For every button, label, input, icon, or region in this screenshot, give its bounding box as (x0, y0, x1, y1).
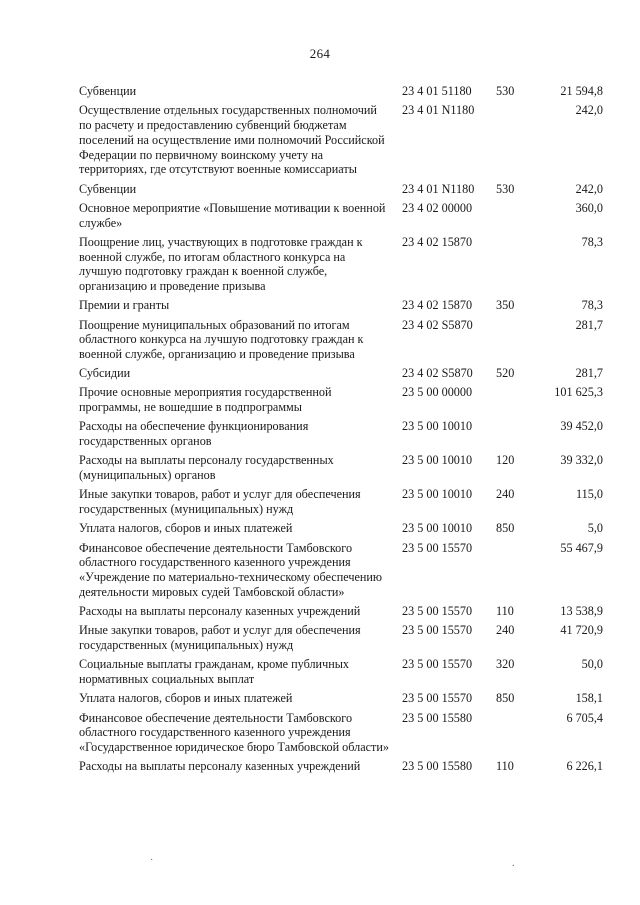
table-row (79, 235, 603, 294)
row-sum: 242,0 (575, 181, 603, 196)
row-sum: 55 467,9 (560, 540, 603, 555)
row-name: Субвенции (79, 84, 137, 98)
row-sum: 78,3 (581, 234, 603, 249)
table-row (79, 385, 603, 415)
table-row (79, 657, 603, 687)
row-name: Субсидии (79, 366, 131, 381)
row-name: Уплата налогов, сборов и иных платежей (79, 691, 293, 706)
row-sum: 281,7 (575, 366, 603, 381)
row-name: Иные закупки товаров, работ и услуг для обеспечения государственных (муниципальных) нужд (79, 623, 361, 653)
row-name: Уплата налогов, сборов и иных платежей (79, 521, 293, 536)
row-sum: 6 705,4 (566, 710, 603, 725)
row-type: 240 (496, 487, 515, 502)
row-sum: 6 226,1 (566, 759, 603, 774)
row-code: 23 5 00 15570 (402, 604, 473, 619)
row-type: 850 (496, 691, 515, 706)
row-type: 120 (496, 453, 515, 468)
budget-table (79, 84, 603, 778)
table-row (79, 366, 603, 381)
row-code: 23 5 00 10010 (402, 419, 473, 434)
table-row (79, 487, 603, 517)
row-sum: 158,1 (575, 691, 603, 706)
row-type: 320 (496, 657, 515, 672)
row-sum: 50,0 (581, 657, 603, 672)
scan-speck: . (512, 858, 515, 869)
row-code: 23 4 02 00000 (402, 200, 473, 215)
row-sum: 281,7 (575, 317, 603, 332)
row-type: 520 (496, 366, 515, 381)
row-sum: 21 594,8 (560, 84, 603, 98)
row-name: Иные закупки товаров, работ и услуг для обеспечения государственных (муниципальных) нужд (79, 487, 361, 517)
row-sum: 101 625,3 (554, 385, 603, 400)
row-name: Расходы на выплаты персоналу казенных учреждений (79, 604, 361, 619)
row-code: 23 5 00 15580 (402, 710, 473, 725)
table-row (79, 318, 603, 362)
row-sum: 115,0 (576, 487, 603, 502)
row-name: Прочие основные мероприятия государственной программы, не вошедшие в подпрограммы (79, 385, 332, 415)
row-type: 530 (496, 84, 515, 98)
table-row (79, 84, 603, 99)
table-row (79, 453, 603, 483)
table-row (79, 103, 603, 177)
row-name: Финансовое обеспечение деятельности Тамбовского областного государственного казенного учреждения «Учреждение по материально-техническому обеспечению деятельности мировых судей Тамбовской области» (79, 540, 383, 599)
row-name: Поощрение муниципальных образований по итогам областного конкурса на лучшую подготовку граждан к военной службе, организацию и проведение призыва (79, 317, 364, 362)
row-name: Поощрение лиц, участвующих в подготовке граждан к военной службе, по итогам областного конкурса на лучшую подготовку граждан к военной службе, организацию и проведение призыва (79, 234, 363, 294)
row-type: 240 (496, 623, 515, 638)
row-code: 23 5 00 10010 (402, 521, 473, 536)
table-row (79, 419, 603, 449)
row-name: Расходы на обеспечение функционирования государственных органов (79, 419, 309, 449)
row-code: 23 5 00 15580 (402, 759, 473, 774)
page-number: 264 (309, 46, 331, 61)
row-name: Премии и гранты (79, 298, 170, 313)
row-sum: 5,0 (587, 521, 603, 536)
row-name: Расходы на выплаты персоналу государственных (муниципальных) органов (79, 453, 334, 483)
row-name: Социальные выплаты гражданам, кроме публичных нормативных социальных выплат (79, 657, 349, 687)
row-code: 23 4 02 15870 (402, 298, 473, 313)
row-name: Основное мероприятие «Повышение мотивации к военной службе» (79, 200, 386, 230)
table-row (79, 691, 603, 706)
row-sum: 39 452,0 (560, 419, 603, 434)
row-code: 23 5 00 15570 (402, 691, 473, 706)
row-code: 23 5 00 10010 (402, 487, 473, 502)
row-sum: 242,0 (575, 103, 603, 118)
table-row (79, 201, 603, 231)
row-code: 23 4 01 N1180 (402, 103, 475, 118)
row-sum: 41 720,9 (560, 623, 603, 638)
table-row (79, 521, 603, 536)
row-code: 23 4 02 S5870 (402, 317, 473, 332)
row-sum: 39 332,0 (560, 453, 603, 468)
table-row (79, 604, 603, 619)
row-code: 23 4 02 S5870 (402, 366, 473, 381)
row-type: 110 (496, 759, 514, 774)
row-code: 23 5 00 00000 (402, 385, 473, 400)
row-name: Расходы на выплаты персоналу казенных учреждений (79, 759, 361, 774)
row-name: Субвенции (79, 181, 137, 196)
row-type: 350 (496, 298, 515, 313)
row-code: 23 4 01 51180 (402, 84, 472, 98)
table-row (79, 711, 603, 755)
row-name: Осуществление отдельных государственных полномочий по расчету и предоставлению субвенций бюджетам поселений на осуществление ими полномочий Российской Федерации по первичному воинскому учету на территориях, где отсутствуют военные комиссариаты (79, 103, 385, 177)
table-row (79, 759, 603, 774)
row-name: Финансовое обеспечение деятельности Тамбовского областного государственного казенного учреждения «Государственное юридическое бюро Тамбовской области» (79, 710, 389, 755)
row-sum: 360,0 (575, 200, 603, 215)
row-code: 23 5 00 15570 (402, 623, 473, 638)
row-code: 23 5 00 15570 (402, 540, 473, 555)
row-code: 23 4 01 N1180 (402, 181, 475, 196)
table-row (79, 541, 603, 600)
row-code: 23 5 00 10010 (402, 453, 473, 468)
row-code: 23 5 00 15570 (402, 657, 473, 672)
row-type: 110 (496, 604, 514, 619)
row-sum: 13 538,9 (560, 604, 603, 619)
row-type: 530 (496, 181, 515, 196)
row-code: 23 4 02 15870 (402, 234, 473, 249)
table-row (79, 298, 603, 313)
scan-speck: ˙ (150, 858, 154, 869)
row-sum: 78,3 (581, 298, 603, 313)
table-row (79, 623, 603, 653)
row-type: 850 (496, 521, 515, 536)
table-row (79, 182, 603, 197)
